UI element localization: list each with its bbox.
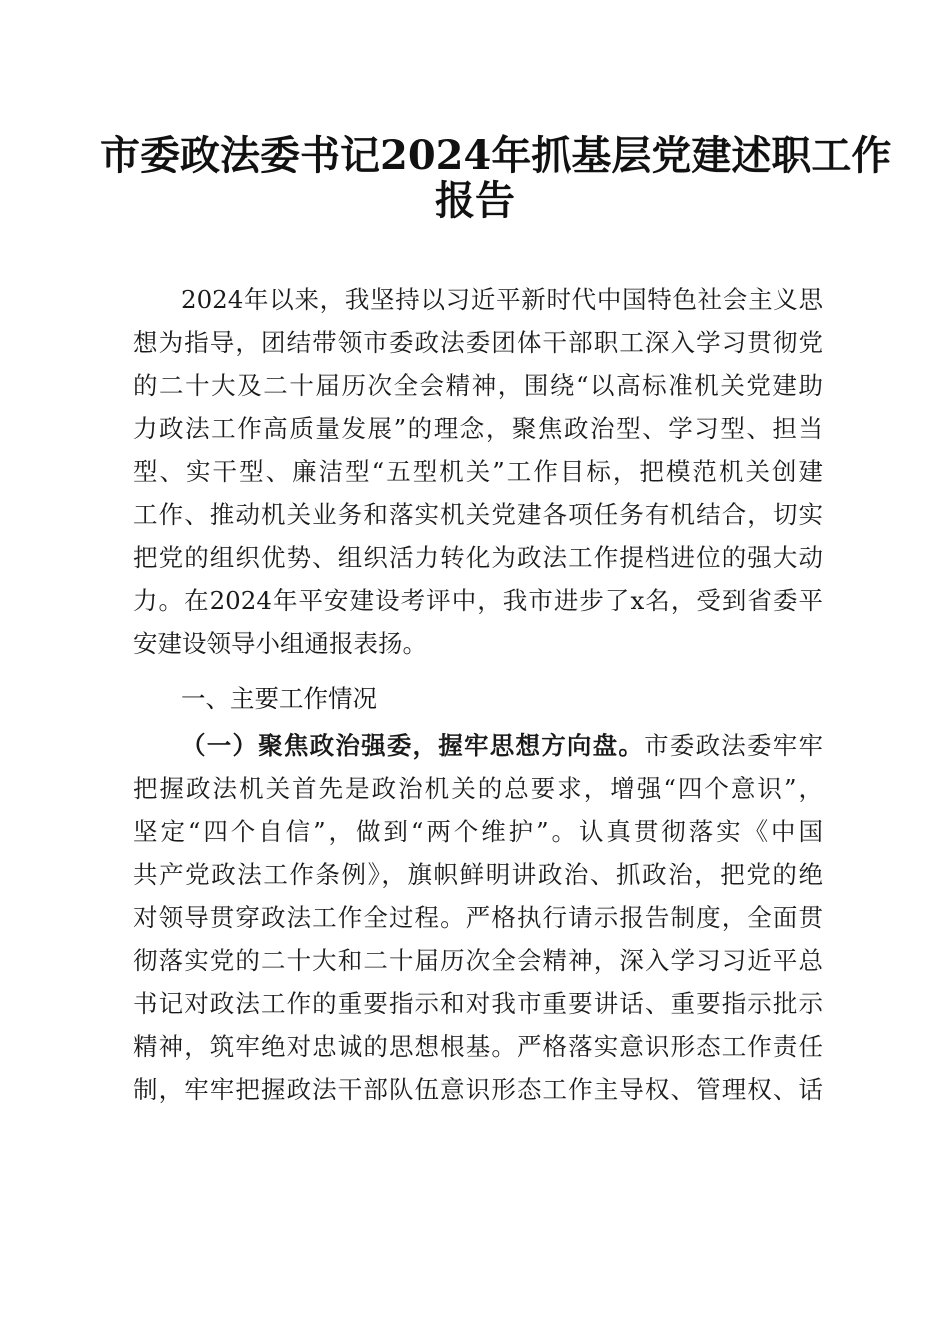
paragraph-1-line: 工作、推动机关业务和落实机关党建各项任务有机结合，切实 [133,500,823,529]
paragraph-1-line: 力。在2024年平安建设考评中，我市进步了x名，受到省委平 [133,586,823,615]
paragraph-1-line: 型、实干型、廉洁型“五型机关”工作目标，把模范机关创建 [133,457,823,486]
paragraph-2-line: 书记对政法工作的重要指示和对我市重要讲话、重要指示批示 [133,989,823,1018]
paragraph-1-line: 力政法工作高质量发展”的理念，聚焦政治型、学习型、担当 [133,414,823,443]
paragraph-2-line: 把握政法机关首先是政治机关的总要求，增强“四个意识”， [133,774,823,803]
paragraph-2-first-line [181,731,823,767]
subsection-heading: （一）聚焦政治强委，握牢思想方向盘。 [181,731,645,760]
document-title-line-1: 市委政法委书记2024年抓基层党建述职工作 [100,132,892,179]
paragraph-2-line: 对领导贯穿政法工作全过程。严格执行请示报告制度，全面贯 [133,903,823,932]
paragraph-1-line: 想为指导，团结带领市委政法委团体干部职工深入学习贯彻党 [133,328,823,357]
paragraph-1-line: 的二十大及二十届历次全会精神，围绕“以高标准机关党建助 [133,371,823,400]
paragraph-2-line: 制，牢牢把握政法干部队伍意识形态工作主导权、管理权、话 [133,1075,823,1104]
paragraph-1-line: 安建设领导小组通报表扬。 [133,629,427,658]
paragraph-2-line: 彻落实党的二十大和二十届历次全会精神，深入学习习近平总 [133,946,823,975]
paragraph-2-first-line-rest: 市委政法委牢牢 [644,731,823,760]
paragraph-2-line: 共产党政法工作条例》，旗帜鲜明讲政治、抓政治，把党的绝 [133,860,823,889]
paragraph-1-line: 2024年以来，我坚持以习近平新时代中国特色社会主义思 [181,285,823,314]
paragraph-1-line: 把党的组织优势、组织活力转化为政法工作提档进位的强大动 [133,543,823,572]
paragraph-2-line: 坚定“四个自信”，做到“两个维护”。认真贯彻落实《中国 [133,817,823,846]
paragraph-2-line: 精神，筑牢绝对忠诚的思想根基。严格落实意识形态工作责任 [133,1032,823,1061]
section-heading: 一、主要工作情况 [181,684,377,713]
document-title-line-2: 报告 [435,177,515,224]
